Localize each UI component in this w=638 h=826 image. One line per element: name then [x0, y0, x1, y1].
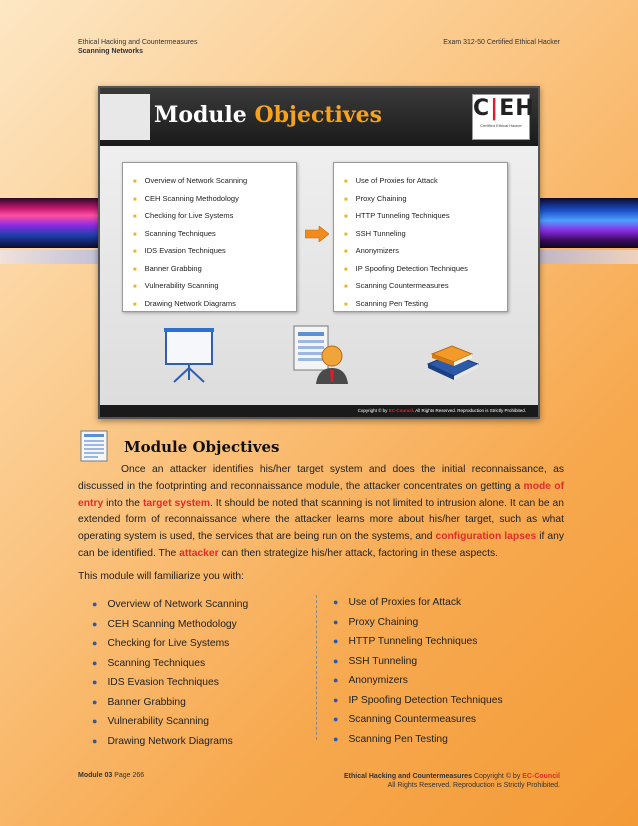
slide-list-left — [122, 162, 297, 312]
list-item: ● IDS Evasion Techniques — [92, 673, 248, 693]
objectives-slide — [98, 86, 540, 419]
list-item: ■ Scanning Countermeasures — [344, 278, 497, 296]
list-item: ■ Checking for Live Systems — [133, 208, 286, 226]
list-item: ■ IDS Evasion Techniques — [133, 243, 286, 261]
list-item: ● Scanning Countermeasures — [333, 710, 503, 730]
list-item: ■ Drawing Network Diagrams — [133, 296, 286, 314]
list-item: ● Banner Grabbing — [92, 693, 248, 713]
slide-copyright: Copyright © by EC-Council. All Rights Reserved. Reproduction is Strictly Prohibited. — [100, 405, 538, 417]
list-item: ● SSH Tunneling — [333, 652, 503, 672]
banner-stripe-left — [0, 198, 100, 248]
slide-list-right — [333, 162, 508, 312]
footer-page: Module 03 Page 266 — [78, 772, 145, 779]
header-left — [78, 38, 197, 56]
list-divider — [316, 595, 317, 740]
banner-stripe-right — [538, 198, 638, 248]
list-item: ■ CEH Scanning Methodology — [133, 191, 286, 209]
list-item: ■ Proxy Chaining — [344, 191, 497, 209]
list-item: ● IP Spoofing Detection Techniques — [333, 691, 503, 711]
list-item: ■ Overview of Network Scanning — [133, 173, 286, 191]
list-item: ■ Use of Proxies for Attack — [344, 173, 497, 191]
document-icon — [80, 430, 110, 462]
list-item: ● Scanning Techniques — [92, 654, 248, 674]
books-icon — [422, 334, 482, 382]
list-item: ■ IP Spoofing Detection Techniques — [344, 261, 497, 279]
arrow-right-icon — [305, 226, 329, 242]
section-title: Module Objectives — [124, 438, 280, 456]
list-item: ● Overview of Network Scanning — [92, 595, 248, 615]
slide-title-accent — [100, 94, 150, 140]
ceh-logo: C|EH Certified Ethical Hacker — [472, 94, 530, 140]
list-item: ■ Vulnerability Scanning — [133, 278, 286, 296]
objectives-list-right — [333, 593, 503, 749]
list-item: ● Use of Proxies for Attack — [333, 593, 503, 613]
list-item: ■ Scanning Pen Testing — [344, 296, 497, 314]
banner-glow-left — [0, 250, 100, 264]
objectives-list-left — [92, 595, 248, 751]
presentation-board-icon — [162, 328, 216, 384]
section-paragraph: Once an attacker identifies his/her target system and does the initial reconnaissance, as discussed in the footprinting and reconnaissance module, the attacker concentrates on getting a mode of entry into the target system. It should be noted that scanning is not limited to intrusion alone. It can be an extended form of reconnaissance where the attacker learns more about his/her target, such as what operating system is used, the services that are being run on the systems, and configuration lapses if any can be identified. The attacker can then strategize his/her attack, factoring in these aspects. — [78, 464, 565, 559]
header-exam: Exam 312-50 Certified Ethical Hacker — [443, 39, 560, 46]
list-item: ● Drawing Network Diagrams — [92, 732, 248, 752]
footer-copyright: Ethical Hacking and Countermeasures Copyright © by EC-Council All Rights Reserved. Reproduction is Strictly Prohibited. — [343, 773, 560, 789]
list-intro: This module will familiarize you with: — [78, 571, 244, 582]
list-item: ● Proxy Chaining — [333, 613, 503, 633]
list-item: ■ SSH Tunneling — [344, 226, 497, 244]
header-course: Ethical Hacking and Countermeasures — [78, 39, 198, 46]
list-item: ● HTTP Tunneling Techniques — [333, 632, 503, 652]
header-module: Scanning Networks — [78, 48, 143, 55]
list-item: ● Scanning Pen Testing — [333, 730, 503, 750]
list-item: ■ Anonymizers — [344, 243, 497, 261]
list-item: ● CEH Scanning Methodology — [92, 615, 248, 635]
list-item: ● Vulnerability Scanning — [92, 712, 248, 732]
list-item: ■ HTTP Tunneling Techniques — [344, 208, 497, 226]
slide-title-bar — [100, 88, 538, 146]
list-item: ■ Scanning Techniques — [133, 226, 286, 244]
banner-glow-right — [538, 250, 638, 264]
list-item: ■ Banner Grabbing — [133, 261, 286, 279]
list-item: ● Checking for Live Systems — [92, 634, 248, 654]
list-item: ● Anonymizers — [333, 671, 503, 691]
slide-title: Module Objectives — [154, 102, 383, 128]
user-report-icon — [292, 324, 350, 386]
